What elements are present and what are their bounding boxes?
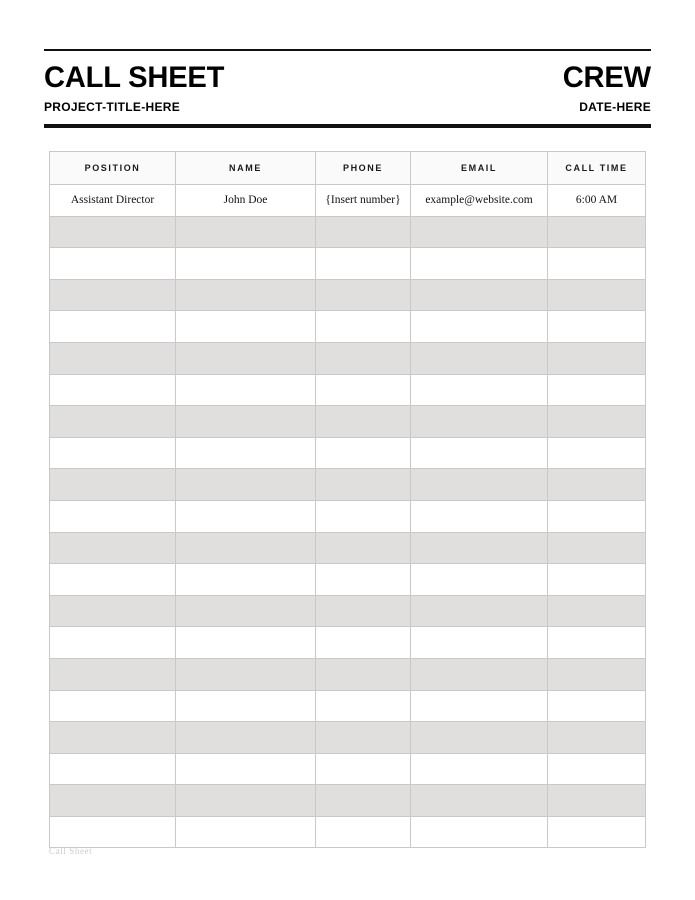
- masthead-body: [44, 51, 651, 124]
- table-row[interactable]: [50, 279, 646, 311]
- table-row[interactable]: [50, 753, 646, 785]
- cell-email[interactable]: [411, 311, 548, 343]
- table-row[interactable]: [50, 595, 646, 627]
- cell-position[interactable]: [50, 532, 176, 564]
- cell-position[interactable]: [50, 469, 176, 501]
- cell-email[interactable]: [411, 248, 548, 280]
- cell-position[interactable]: [50, 658, 176, 690]
- cell-phone[interactable]: [316, 785, 411, 817]
- cell-phone[interactable]: [316, 279, 411, 311]
- cell-position[interactable]: [50, 816, 176, 848]
- cell-call_time[interactable]: [548, 816, 646, 848]
- cell-name[interactable]: [176, 342, 316, 374]
- cell-phone[interactable]: [316, 690, 411, 722]
- cell-call_time[interactable]: [548, 406, 646, 438]
- page-title: CALL SHEET: [44, 61, 225, 94]
- cell-position[interactable]: [50, 279, 176, 311]
- cell-name[interactable]: [176, 374, 316, 406]
- cell-email[interactable]: [411, 342, 548, 374]
- table-row[interactable]: [50, 248, 646, 280]
- cell-position[interactable]: [50, 311, 176, 343]
- cell-text: example@website.com: [425, 194, 533, 207]
- cell-phone[interactable]: [316, 532, 411, 564]
- cell-email[interactable]: [411, 753, 548, 785]
- cell-call_time[interactable]: [548, 500, 646, 532]
- cell-email[interactable]: [411, 785, 548, 817]
- cell-name[interactable]: [176, 469, 316, 501]
- cell-phone[interactable]: [316, 658, 411, 690]
- cell-name[interactable]: [176, 753, 316, 785]
- masthead-left: [44, 62, 230, 114]
- cell-position[interactable]: [50, 627, 176, 659]
- cell-phone[interactable]: [316, 342, 411, 374]
- table-row[interactable]: [50, 627, 646, 659]
- cell-call_time[interactable]: [548, 216, 646, 248]
- cell-call_time[interactable]: [548, 722, 646, 754]
- cell-position[interactable]: [50, 185, 176, 217]
- cell-call_time[interactable]: [548, 690, 646, 722]
- cell-phone[interactable]: [316, 816, 411, 848]
- cell-name[interactable]: [176, 500, 316, 532]
- project-title-field[interactable]: PROJECT-TITLE-HERE: [44, 100, 181, 114]
- table-row[interactable]: [50, 311, 646, 343]
- crew-table-body: [50, 185, 646, 848]
- cell-name[interactable]: [176, 627, 316, 659]
- table-row[interactable]: [50, 185, 646, 217]
- cell-position[interactable]: [50, 248, 176, 280]
- cell-email[interactable]: [411, 374, 548, 406]
- cell-call_time[interactable]: [548, 342, 646, 374]
- cell-call_time[interactable]: [548, 564, 646, 596]
- cell-email[interactable]: [411, 185, 548, 217]
- cell-call_time[interactable]: [548, 785, 646, 817]
- crew-table: [49, 151, 646, 848]
- table-row[interactable]: [50, 785, 646, 817]
- cell-text: {Insert number}: [325, 194, 401, 207]
- table-row[interactable]: [50, 532, 646, 564]
- cell-email[interactable]: [411, 722, 548, 754]
- table-row[interactable]: [50, 437, 646, 469]
- cell-phone[interactable]: [316, 722, 411, 754]
- cell-email[interactable]: [411, 690, 548, 722]
- cell-call_time[interactable]: [548, 595, 646, 627]
- column-header-call-time: CALL TIME: [548, 152, 646, 185]
- table-row[interactable]: [50, 658, 646, 690]
- crew-table-container: [49, 151, 645, 848]
- cell-call_time[interactable]: [548, 374, 646, 406]
- cell-name[interactable]: [176, 311, 316, 343]
- cell-phone[interactable]: [316, 564, 411, 596]
- cell-call_time[interactable]: [548, 753, 646, 785]
- masthead-right: [560, 62, 651, 114]
- cell-name[interactable]: [176, 658, 316, 690]
- masthead-bottom-rule: [44, 124, 651, 128]
- cell-name[interactable]: [176, 690, 316, 722]
- cell-call_time[interactable]: [548, 185, 646, 217]
- cell-email[interactable]: [411, 816, 548, 848]
- cell-name[interactable]: [176, 816, 316, 848]
- cell-call_time[interactable]: [548, 532, 646, 564]
- cell-position[interactable]: [50, 564, 176, 596]
- cell-position[interactable]: [50, 785, 176, 817]
- table-row[interactable]: [50, 690, 646, 722]
- cell-position[interactable]: [50, 722, 176, 754]
- cell-name[interactable]: [176, 532, 316, 564]
- cell-position[interactable]: [50, 753, 176, 785]
- cell-phone[interactable]: [316, 437, 411, 469]
- table-row[interactable]: [50, 406, 646, 438]
- table-row[interactable]: [50, 469, 646, 501]
- cell-email[interactable]: [411, 564, 548, 596]
- cell-email[interactable]: [411, 627, 548, 659]
- cell-email[interactable]: [411, 279, 548, 311]
- cell-position[interactable]: [50, 690, 176, 722]
- cell-phone[interactable]: [316, 311, 411, 343]
- cell-phone[interactable]: [316, 469, 411, 501]
- cell-email[interactable]: [411, 406, 548, 438]
- cell-email[interactable]: [411, 532, 548, 564]
- cell-position[interactable]: [50, 500, 176, 532]
- cell-call_time[interactable]: [548, 437, 646, 469]
- crew-table-header: [50, 152, 646, 185]
- cell-phone[interactable]: [316, 627, 411, 659]
- cell-text: 6:00 AM: [575, 194, 618, 207]
- cell-name[interactable]: [176, 185, 316, 217]
- cell-name[interactable]: [176, 564, 316, 596]
- column-header-name: NAME: [176, 152, 316, 185]
- cell-phone[interactable]: [316, 595, 411, 627]
- cell-call_time[interactable]: [548, 627, 646, 659]
- cell-email[interactable]: [411, 658, 548, 690]
- table-row[interactable]: [50, 722, 646, 754]
- cell-email[interactable]: [411, 437, 548, 469]
- cell-call_time[interactable]: [548, 469, 646, 501]
- cell-name[interactable]: [176, 595, 316, 627]
- cell-phone[interactable]: [316, 248, 411, 280]
- cell-name[interactable]: [176, 279, 316, 311]
- cell-email[interactable]: [411, 595, 548, 627]
- footer-note: Call Sheet: [49, 846, 93, 856]
- cell-name[interactable]: [176, 248, 316, 280]
- cell-text: John Doe: [223, 194, 268, 207]
- cell-phone[interactable]: [316, 500, 411, 532]
- column-header-position: POSITION: [50, 152, 176, 185]
- cell-call_time[interactable]: [548, 311, 646, 343]
- cell-name[interactable]: [176, 406, 316, 438]
- cell-name[interactable]: [176, 437, 316, 469]
- cell-call_time[interactable]: [548, 279, 646, 311]
- table-header-row: [50, 152, 646, 185]
- table-row[interactable]: [50, 216, 646, 248]
- cell-phone[interactable]: [316, 753, 411, 785]
- document-masthead: [44, 49, 651, 128]
- table-row[interactable]: [50, 374, 646, 406]
- cell-phone[interactable]: [316, 406, 411, 438]
- cell-phone[interactable]: [316, 374, 411, 406]
- cell-position[interactable]: [50, 437, 176, 469]
- cell-email[interactable]: [411, 500, 548, 532]
- cell-position[interactable]: [50, 406, 176, 438]
- cell-call_time[interactable]: [548, 248, 646, 280]
- cell-phone[interactable]: [316, 185, 411, 217]
- cell-email[interactable]: [411, 469, 548, 501]
- cell-position[interactable]: [50, 595, 176, 627]
- table-row[interactable]: [50, 500, 646, 532]
- column-header-email: EMAIL: [411, 152, 548, 185]
- table-row[interactable]: [50, 816, 646, 848]
- table-row[interactable]: [50, 564, 646, 596]
- cell-position[interactable]: [50, 216, 176, 248]
- cell-name[interactable]: [176, 722, 316, 754]
- cell-position[interactable]: [50, 374, 176, 406]
- date-field[interactable]: DATE-HERE: [579, 100, 651, 114]
- cell-email[interactable]: [411, 216, 548, 248]
- column-header-phone: PHONE: [316, 152, 411, 185]
- cell-phone[interactable]: [316, 216, 411, 248]
- cell-name[interactable]: [176, 216, 316, 248]
- cell-name[interactable]: [176, 785, 316, 817]
- cell-text: Assistant Director: [70, 194, 155, 207]
- table-row[interactable]: [50, 342, 646, 374]
- cell-position[interactable]: [50, 342, 176, 374]
- department-title: CREW: [562, 61, 651, 94]
- cell-call_time[interactable]: [548, 658, 646, 690]
